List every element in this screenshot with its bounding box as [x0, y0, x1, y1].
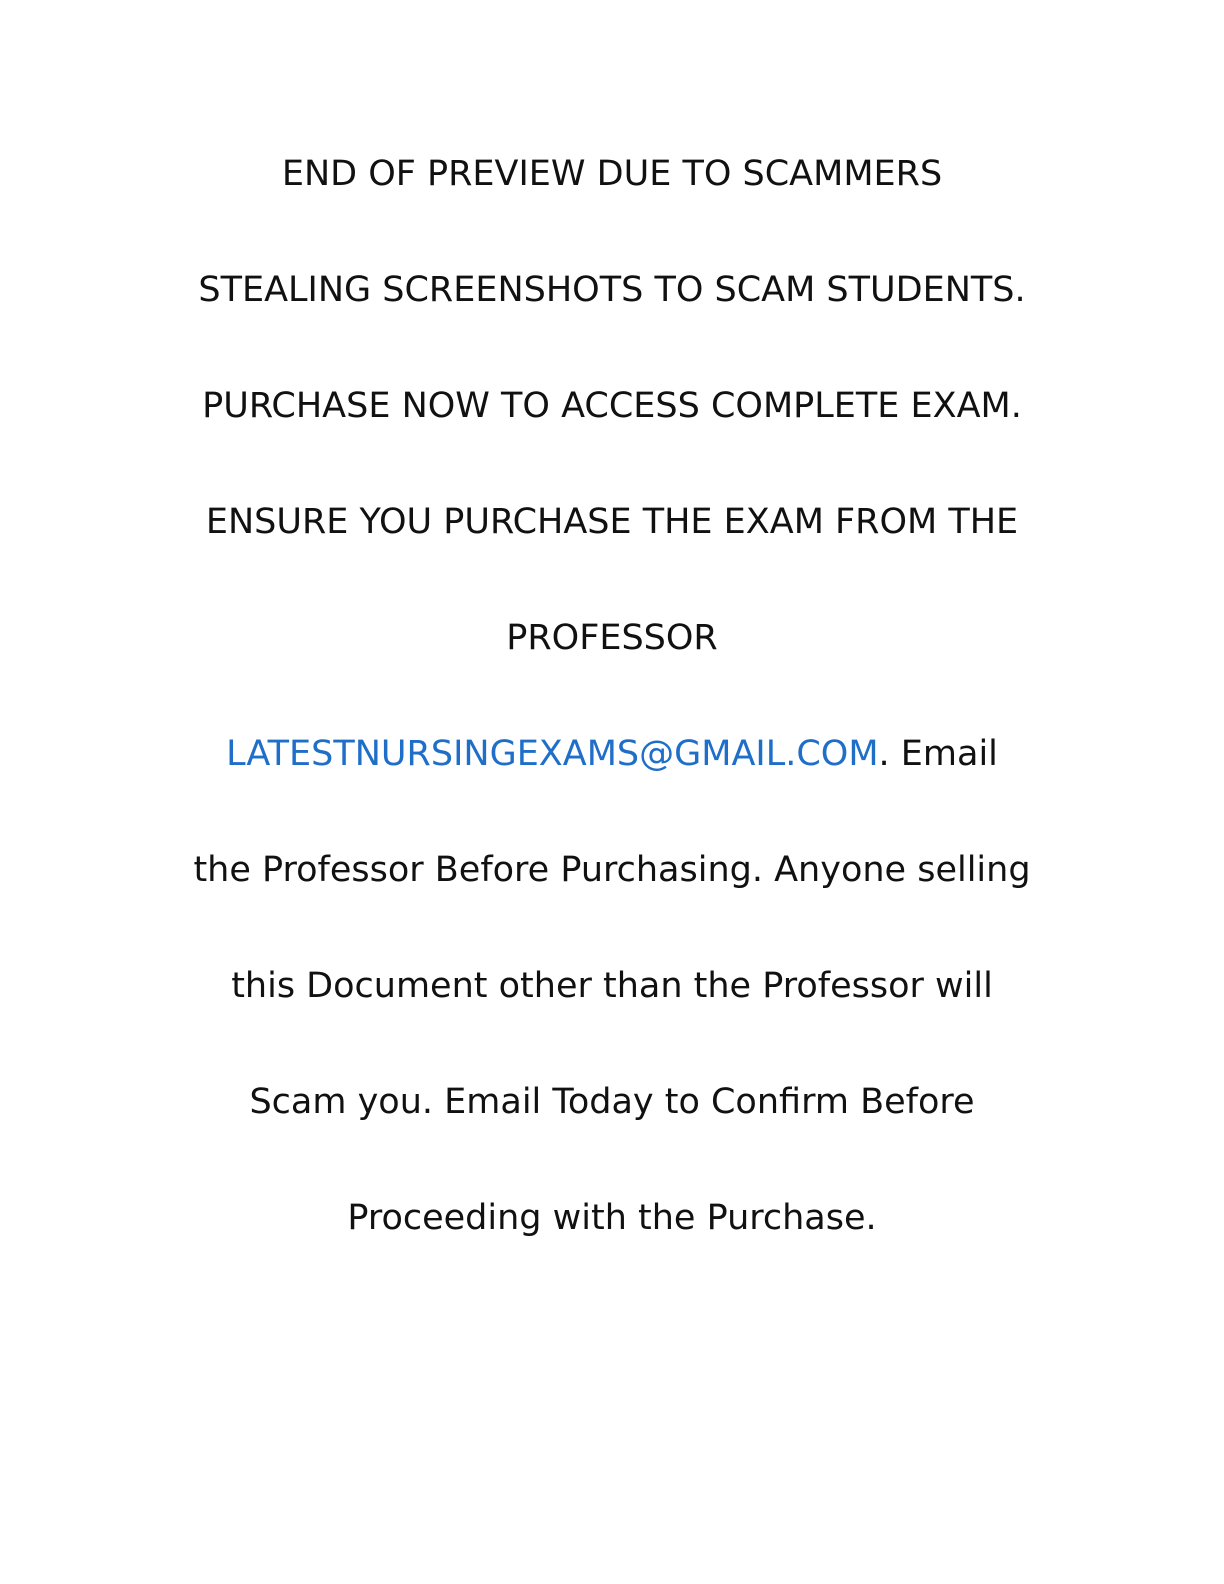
notice-line-1: END OF PREVIEW DUE TO SCAMMERS — [281, 154, 943, 194]
notice-line-5: PROFESSOR — [506, 618, 718, 658]
notice-line-8: this Document other than the Professor will — [231, 966, 993, 1006]
notice-line-9: Scam you. Email Today to Confirm Before — [249, 1082, 975, 1122]
email-line-suffix: . Email — [878, 734, 998, 774]
notice-line-7: the Professor Before Purchasing. Anyone selling — [193, 850, 1031, 890]
notice-line-4: ENSURE YOU PURCHASE THE EXAM FROM THE — [205, 502, 1019, 542]
email-line — [0, 730, 1224, 778]
email-link[interactable]: LATESTNURSINGEXAMS@GMAIL.COM — [226, 734, 879, 774]
notice-line-3: PURCHASE NOW TO ACCESS COMPLETE EXAM. — [202, 386, 1022, 426]
notice-line-2: STEALING SCREENSHOTS TO SCAM STUDENTS. — [198, 270, 1026, 310]
notice-line-10: Proceeding with the Purchase. — [347, 1198, 877, 1238]
